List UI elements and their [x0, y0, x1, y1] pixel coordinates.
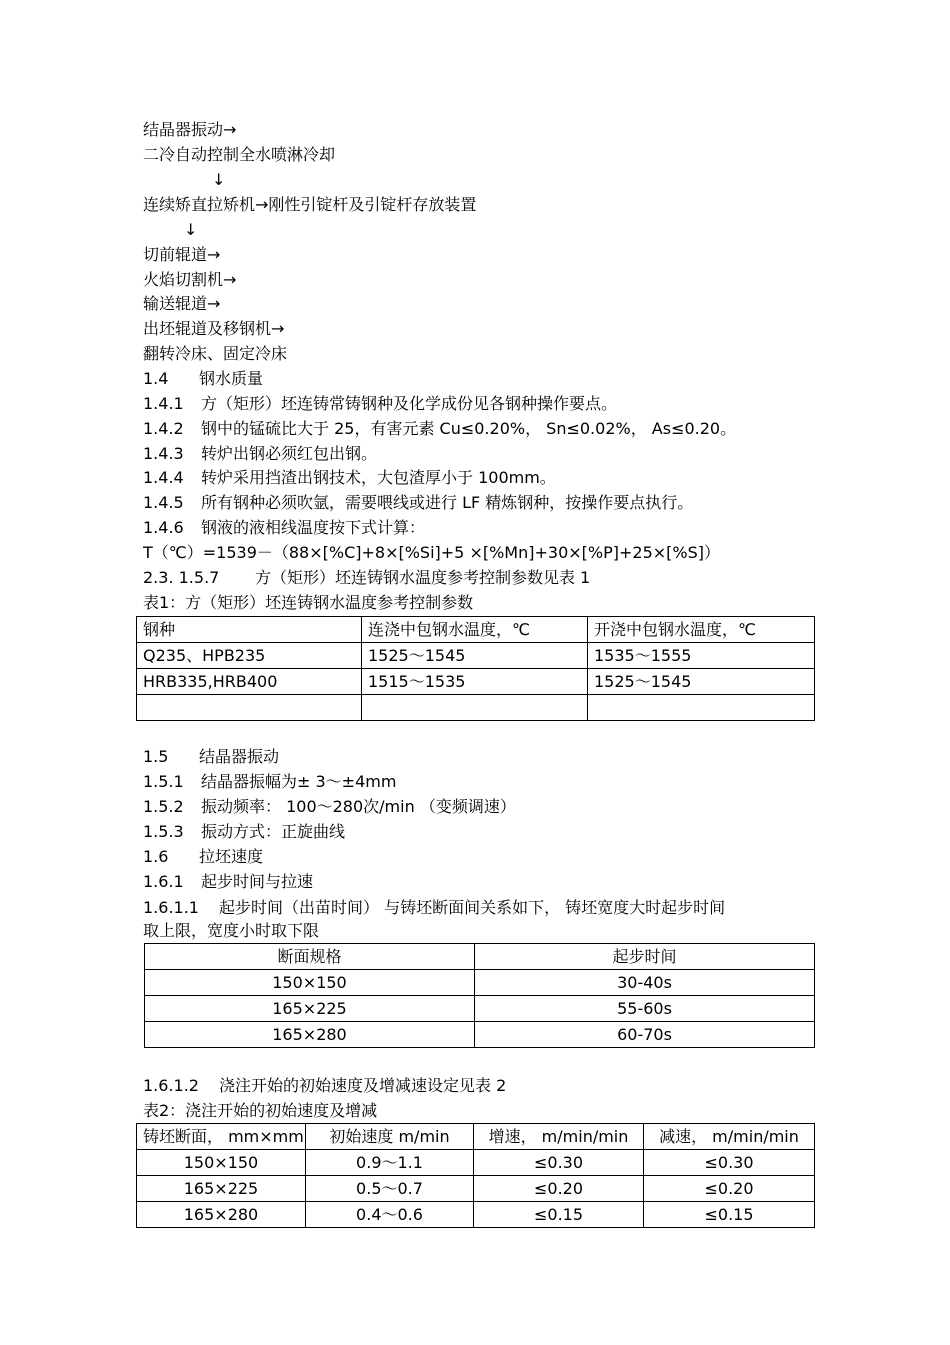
table-cell: 165×280 — [145, 1022, 475, 1048]
paragraph — [143, 419, 736, 439]
item-number: 2.3. 1.5.7 — [143, 568, 220, 587]
table-row — [145, 970, 815, 996]
table-cell: ≤0.20 — [644, 1176, 815, 1202]
table-header-cell: 起步时间 — [475, 944, 815, 970]
paragraph — [143, 568, 590, 588]
table-row — [145, 1022, 815, 1048]
paragraph — [143, 797, 516, 817]
table-cell: ≤0.15 — [474, 1202, 644, 1228]
table-header-cell: 钢种 — [137, 617, 362, 643]
table-cell: ≤0.15 — [644, 1202, 815, 1228]
item-number: 1.4.5 — [143, 493, 184, 512]
paragraph — [143, 444, 377, 464]
table-header-cell: 开浇中包钢水温度，℃ — [588, 617, 815, 643]
paragraph — [143, 394, 617, 414]
paragraph — [143, 872, 313, 892]
table-row — [145, 996, 815, 1022]
table-cell — [137, 695, 362, 721]
table-caption: 表2：浇注开始的初始速度及增减 — [143, 1101, 378, 1120]
table-row — [137, 669, 815, 695]
table-header-row — [145, 944, 815, 970]
paragraph — [143, 822, 345, 842]
item-number: 1.4.4 — [143, 468, 184, 487]
section-title: 结晶器振动 — [199, 747, 280, 766]
flow-line-7: 出坯辊道及移钢机→ — [143, 319, 285, 338]
item-text: 方（矩形）坯连铸常铸钢种及化学成份见各钢种操作要点。 — [201, 394, 618, 413]
table-cell: 1525～1545 — [362, 643, 588, 669]
item-number: 1.6.1.1 — [143, 898, 199, 917]
table-cell: 55-60s — [475, 996, 815, 1022]
paragraph — [143, 898, 725, 918]
flow-line-8: 翻转冷床、固定冷床 — [143, 344, 288, 363]
item-number: 1.4.2 — [143, 419, 184, 438]
table-header-row — [137, 617, 815, 643]
down-arrow-icon: ↓ — [212, 170, 226, 189]
table-header-cell: 增速， m/min/min — [474, 1124, 644, 1150]
table-cell: 0.5～0.7 — [306, 1176, 474, 1202]
section-heading — [143, 847, 263, 867]
section-heading — [143, 369, 263, 389]
item-text: 转炉采用挡渣出钢技术，大包渣厚小于 100mm。 — [201, 468, 556, 487]
table-cell — [588, 695, 815, 721]
table-header-cell: 铸坯断面， mm×mm — [137, 1124, 306, 1150]
temperature-table — [136, 616, 815, 721]
item-text: 转炉出钢必须红包出钢。 — [201, 444, 378, 463]
item-text: 振动频率： 100～280次/min （变频调速） — [201, 797, 516, 816]
start-time-table — [144, 943, 815, 1048]
flow-line-5: 火焰切割机→ — [143, 270, 237, 289]
item-number: 1.5.2 — [143, 797, 184, 816]
table-cell: 60-70s — [475, 1022, 815, 1048]
item-text: 起步时间与拉速 — [201, 872, 314, 891]
table-header-cell: 断面规格 — [145, 944, 475, 970]
flow-line-3: 连续矫直拉矫机→刚性引锭杆及引锭杆存放装置 — [143, 195, 477, 214]
table-cell: Q235、HPB235 — [137, 643, 362, 669]
item-number: 1.6.1.2 — [143, 1076, 199, 1095]
table-row — [137, 1150, 815, 1176]
flow-line-2: 二冷自动控制全水喷淋冷却 — [143, 145, 336, 164]
flow-line-6: 输送辊道→ — [143, 294, 221, 313]
item-text: 结晶器振幅为± 3～±4mm — [201, 772, 397, 791]
table-cell: 1525～1545 — [588, 669, 815, 695]
section-number: 1.6 — [143, 847, 169, 866]
item-number: 1.4.1 — [143, 394, 184, 413]
table-header-cell: 减速， m/min/min — [644, 1124, 815, 1150]
item-text: 浇注开始的初始速度及增减速设定见表 2 — [219, 1076, 507, 1095]
table-cell: 1515～1535 — [362, 669, 588, 695]
item-text: 起步时间（出苗时间） 与铸坯断面间关系如下， 铸坯宽度大时起步时间 — [219, 898, 726, 917]
item-text: 振动方式：正旋曲线 — [201, 822, 346, 841]
table-row — [137, 1202, 815, 1228]
item-number: 1.5.1 — [143, 772, 184, 791]
section-number: 1.4 — [143, 369, 169, 388]
section-heading — [143, 747, 279, 767]
paragraph-continuation: 取上限，宽度小时取下限 — [143, 921, 320, 940]
table-cell: ≤0.20 — [474, 1176, 644, 1202]
table-header-cell: 初始速度 m/min — [306, 1124, 474, 1150]
item-number: 1.5.3 — [143, 822, 184, 841]
item-text: 钢中的锰硫比大于 25，有害元素 Cu≤0.20%， Sn≤0.02%， As≤0.20。 — [201, 419, 737, 438]
paragraph — [143, 468, 556, 488]
table-cell: 165×280 — [137, 1202, 306, 1228]
item-number: 1.4.3 — [143, 444, 184, 463]
table-cell: 150×150 — [145, 970, 475, 996]
section-number: 1.5 — [143, 747, 169, 766]
table-cell: 1535～1555 — [588, 643, 815, 669]
section-title: 拉坯速度 — [199, 847, 264, 866]
table-cell: 150×150 — [137, 1150, 306, 1176]
table-cell: HRB335,HRB400 — [137, 669, 362, 695]
table-cell: 0.9～1.1 — [306, 1150, 474, 1176]
table-cell: ≤0.30 — [644, 1150, 815, 1176]
item-number: 1.6.1 — [143, 872, 184, 891]
table-header-cell: 连浇中包钢水温度，℃ — [362, 617, 588, 643]
paragraph — [143, 1076, 506, 1096]
paragraph — [143, 518, 425, 538]
item-number: 1.4.6 — [143, 518, 184, 537]
table-cell — [362, 695, 588, 721]
item-text: 方（矩形）坯连铸钢水温度参考控制参数见表 1 — [254, 568, 591, 587]
initial-speed-table — [136, 1123, 815, 1228]
table-row — [137, 643, 815, 669]
table-cell: 0.4～0.6 — [306, 1202, 474, 1228]
paragraph — [143, 772, 396, 792]
section-title: 钢水质量 — [199, 369, 264, 388]
table-cell: 165×225 — [145, 996, 475, 1022]
item-text: 所有钢种必须吹氩，需要喂线或进行 LF 精炼钢种，按操作要点执行。 — [201, 493, 694, 512]
table-header-row — [137, 1124, 815, 1150]
formula: T（℃）=1539－（88×[%C]+8×[%Si]+5 ×[%Mn]+30×[%P]+25×[%S]） — [143, 543, 721, 562]
flow-line-4: 切前辊道→ — [143, 245, 221, 264]
table-row — [137, 695, 815, 721]
table-cell: ≤0.30 — [474, 1150, 644, 1176]
flow-line-1: 结晶器振动→ — [143, 120, 237, 139]
paragraph — [143, 493, 693, 513]
table-row — [137, 1176, 815, 1202]
table-cell: 165×225 — [137, 1176, 306, 1202]
table-caption: 表1：方（矩形）坯连铸钢水温度参考控制参数 — [143, 593, 474, 612]
item-text: 钢液的液相线温度按下式计算： — [201, 518, 426, 537]
table-cell: 30-40s — [475, 970, 815, 996]
down-arrow-icon: ↓ — [184, 220, 198, 239]
